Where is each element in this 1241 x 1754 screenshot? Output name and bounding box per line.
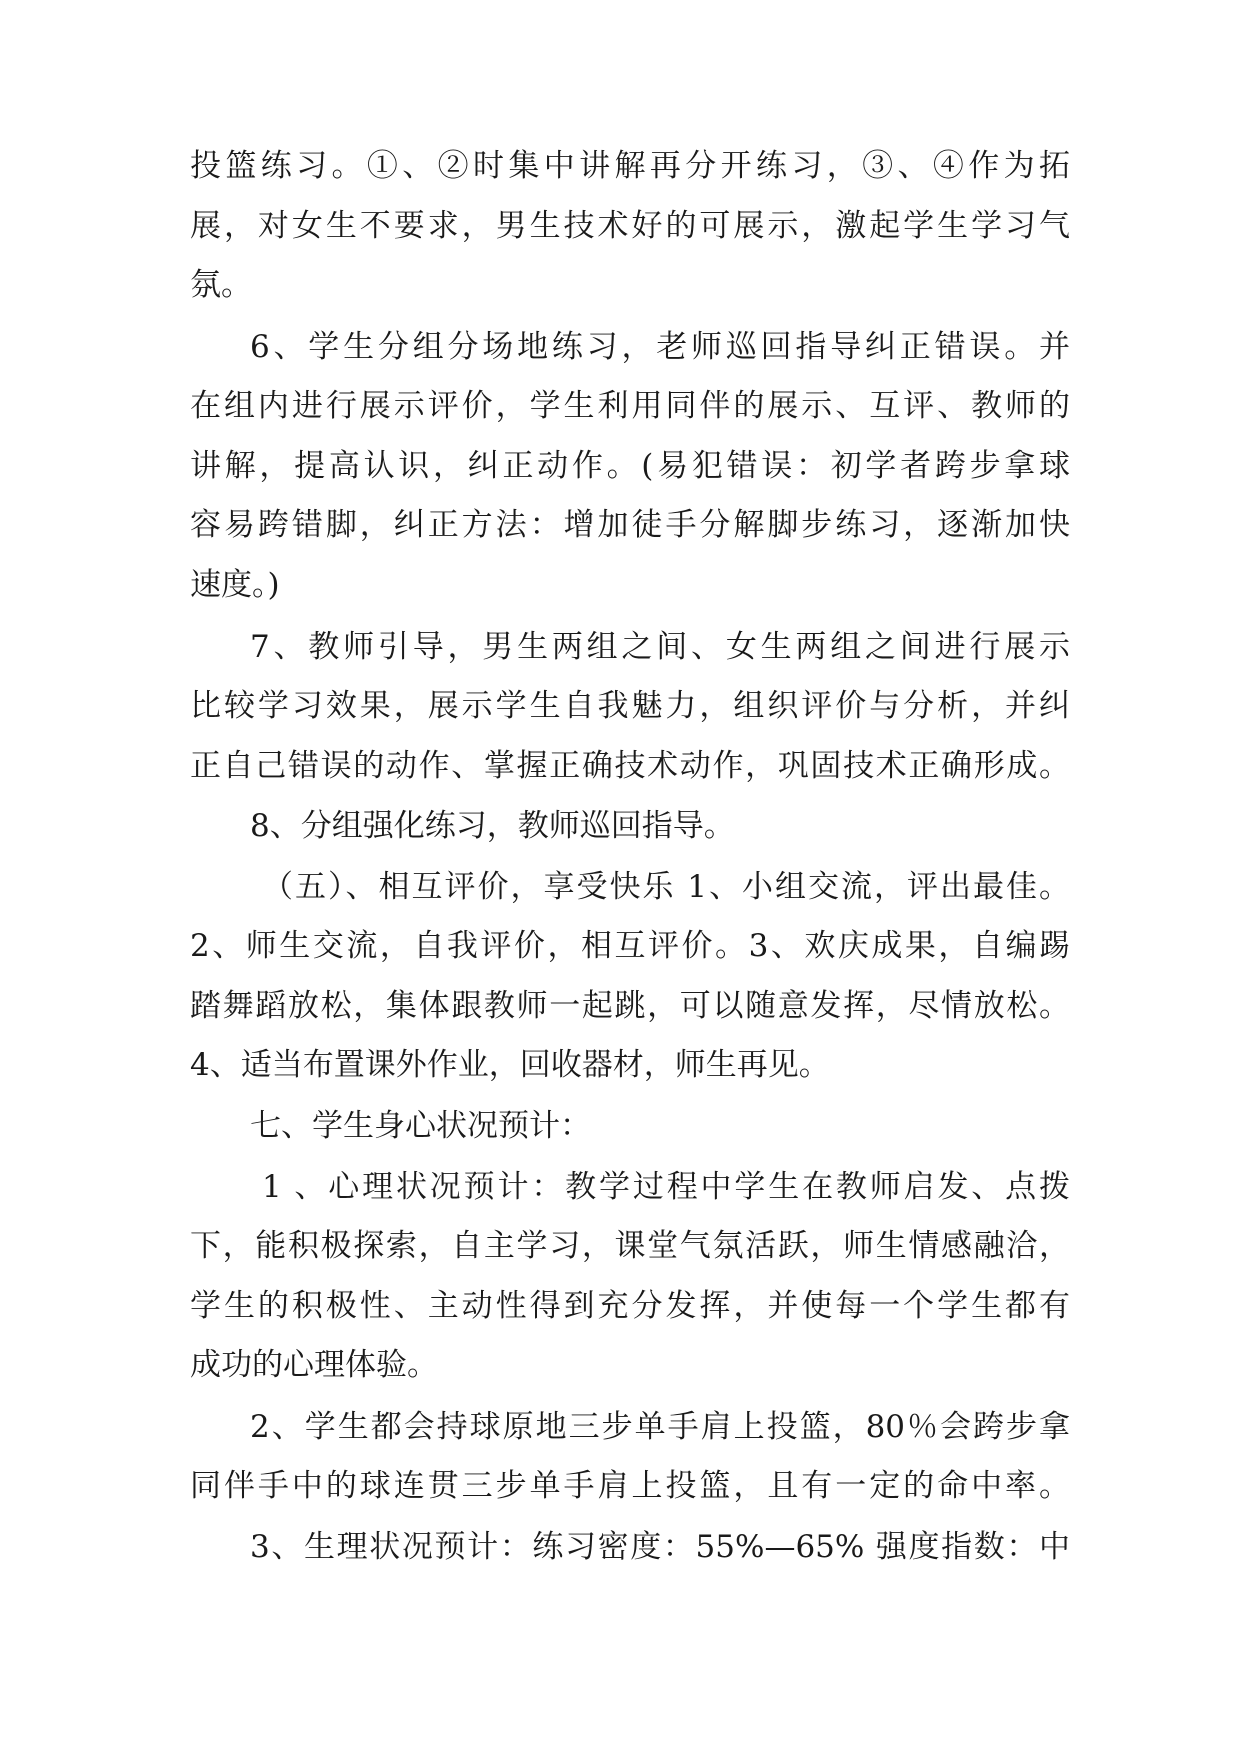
text-line: 7、教师引导，男生两组之间、女生两组之间进行展示	[250, 629, 1070, 665]
text-line: 成功的心理体验。	[190, 1347, 438, 1383]
text-line: 容易跨错脚，纠正方法：增加徒手分解脚步练习，逐渐加快	[190, 507, 1070, 543]
text-line: 1 、心理状况预计：教学过程中学生在教师启发、点拨	[262, 1169, 1070, 1205]
text-line: 氛。	[190, 267, 252, 303]
text-line: 在组内进行展示评价，学生利用同伴的展示、互评、教师的	[190, 388, 1070, 424]
text-line: 8、分组强化练习，教师巡回指导。	[250, 808, 735, 844]
text-line: 比较学习效果，展示学生自我魅力，组织评价与分析，并纠	[190, 688, 1070, 724]
text-line: 踏舞蹈放松，集体跟教师一起跳，可以随意发挥，尽情放松。	[190, 988, 1070, 1024]
text-line: 投篮练习。①、②时集中讲解再分开练习，③、④作为拓	[190, 148, 1070, 184]
text-line: 学生的积极性、主动性得到充分发挥，并使每一个学生都有	[190, 1288, 1070, 1324]
text-line: （五）、相互评价，享受快乐 1、小组交流，评出最佳。	[262, 869, 1070, 905]
text-line: 3、生理状况预计：练习密度：55%—65% 强度指数：中	[250, 1529, 1070, 1565]
text-line: 讲解，提高认识，纠正动作。(易犯错误：初学者跨步拿球	[190, 448, 1070, 484]
text-line: 七、学生身心状况预计：	[250, 1108, 591, 1144]
text-line: 同伴手中的球连贯三步单手肩上投篮，且有一定的命中率。	[190, 1468, 1070, 1504]
text-line: 正自己错误的动作、掌握正确技术动作，巩固技术正确形成。	[190, 748, 1070, 784]
text-line: 6、学生分组分场地练习，老师巡回指导纠正错误。并	[250, 329, 1070, 365]
text-line: 展，对女生不要求，男生技术好的可展示，激起学生学习气	[190, 208, 1070, 244]
text-line: 下，能积极探索，自主学习，课堂气氛活跃，师生情感融洽，	[190, 1228, 1070, 1264]
text-line: 2、师生交流，自我评价，相互评价。3、欢庆成果，自编踢	[190, 928, 1070, 964]
text-line: 4、适当布置课外作业，回收器材，师生再见。	[190, 1047, 830, 1083]
text-line: 速度。)	[190, 567, 280, 603]
text-line: 2、学生都会持球原地三步单手肩上投篮，80％会跨步拿	[250, 1409, 1070, 1445]
